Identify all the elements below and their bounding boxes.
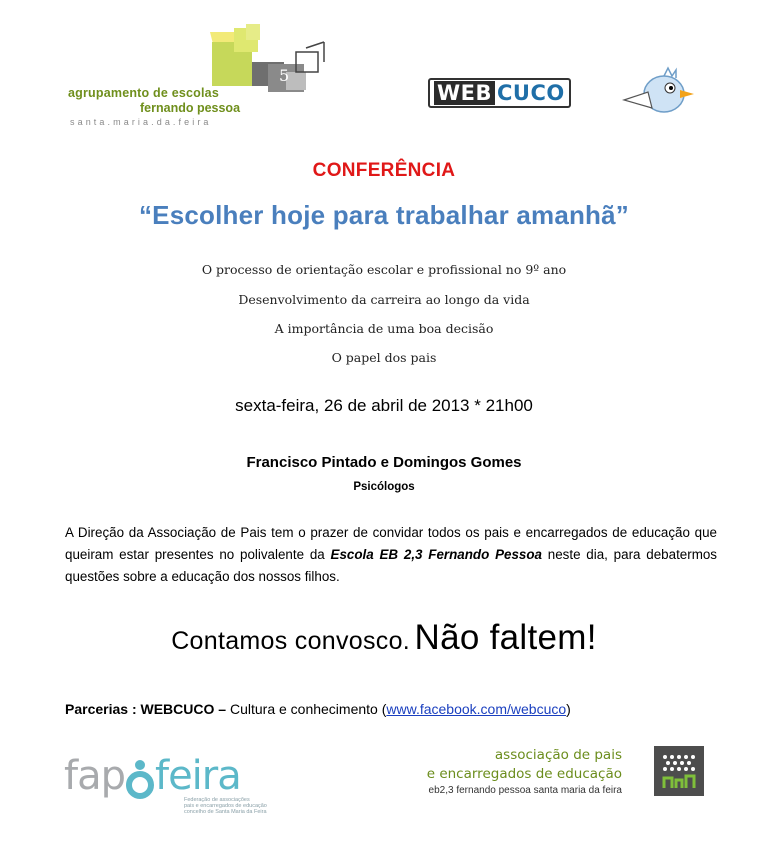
closing-part1: Contamos convosco. <box>171 627 411 655</box>
partners-label: Parcerias : WEBCUCO <box>65 701 215 717</box>
speakers-role: Psicólogos <box>353 481 415 493</box>
agrupamento-line3: santa.maria.da.feira <box>70 117 212 127</box>
webcuco-logo <box>428 66 700 122</box>
associacao-line3: eb2,3 fernando pessoa santa maria da feira <box>428 785 622 796</box>
agrupamento-mark-number: 5 <box>279 66 290 85</box>
fapofeira-logo <box>64 754 304 820</box>
associacao-line2: e encarregados de educação <box>426 766 622 782</box>
agrupamento-line2: fernando pessoa <box>140 101 241 115</box>
parents-association-icon <box>654 746 704 796</box>
closing-part2: Não faltem! <box>414 618 597 657</box>
event-date: sexta-feira, 26 de abril de 2013 * 21h00 <box>235 396 533 415</box>
invitation-text-start: A Direção da Associação de Pais tem o prazer de convidar todos os pais e encarregados de educação que queiram estar presentes no polivalente da <box>65 525 717 562</box>
topic-item: A importância de uma boa decisão <box>274 321 494 336</box>
bird-icon <box>618 66 698 122</box>
feira-text: feira <box>154 753 241 799</box>
topic-item: Desenvolvimento da carreira ao longo da vida <box>238 292 530 307</box>
associacao-line1: associação de pais <box>494 747 622 763</box>
fap-sub3: concelho de Santa Maria da Feira <box>184 809 267 815</box>
partners-line <box>65 701 571 717</box>
webcuco-wordmark <box>428 78 571 108</box>
topic-item: O papel dos pais <box>331 350 437 365</box>
associacao-logo-text <box>390 746 622 798</box>
agrupamento-mark-icon <box>62 22 337 92</box>
agrupamento-line1: agrupamento de escolas <box>68 86 219 100</box>
partners-text: Cultura e conhecimento ( <box>229 701 387 717</box>
fapofeira-subtitle <box>184 797 267 815</box>
invitation-school: Escola EB 2,3 Fernando Pessoa <box>330 547 542 562</box>
fap-text: fap <box>64 753 125 799</box>
closing-line <box>0 618 768 658</box>
partners-end: ) <box>566 701 571 717</box>
webcuco-facebook-link[interactable]: www.facebook.com/webcuco <box>386 701 567 717</box>
invitation-paragraph <box>65 522 717 588</box>
webcuco-web: WEB <box>434 81 495 105</box>
fapofeira-wordmark <box>64 754 241 798</box>
conference-title: “Escolher hoje para trabalhar amanhã” <box>138 200 629 230</box>
webcuco-cuco: CUCO <box>497 81 565 105</box>
invitation-text-end: neste dia, para debatermos questões sobre a educação dos nossos filhos. <box>65 547 717 584</box>
conference-label: CONFERÊNCIA <box>312 160 456 181</box>
fap-sub1: Federação de associações <box>184 797 250 803</box>
event-speakers: Francisco Pintado e Domingos Gomes <box>246 454 522 471</box>
partners-dash: – <box>214 701 230 717</box>
topic-item: O processo de orientação escolar e profissional no 9º ano <box>201 262 567 277</box>
fap-sub2: pais e encarregados de educação <box>184 803 267 809</box>
agrupamento-logo <box>62 22 337 132</box>
